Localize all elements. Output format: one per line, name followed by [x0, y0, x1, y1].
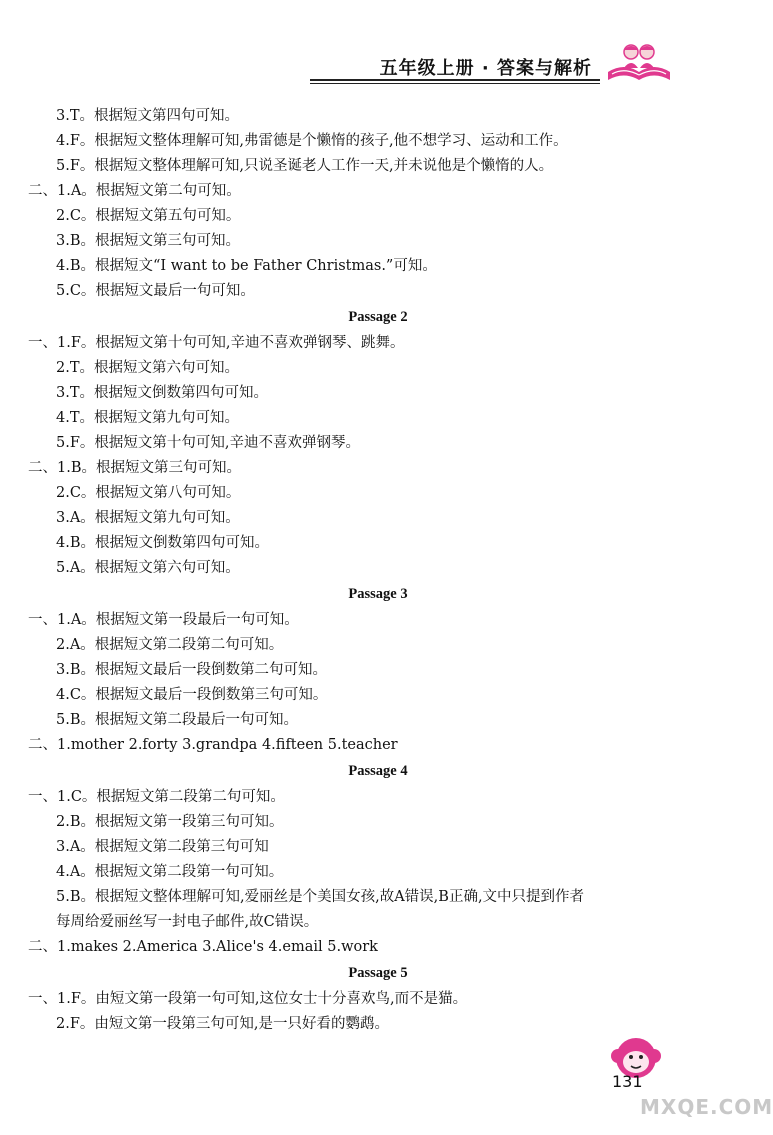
answer-line: 4.A。根据短文第二段第一句可知。 [56, 864, 284, 880]
answer-line: 5.F。根据短文第十句可知,辛迪不喜欢弹钢琴。 [56, 435, 361, 451]
answer-line: 3.T。根据短文第四句可知。 [56, 108, 240, 124]
answer-line: 3.A。根据短文第九句可知。 [56, 510, 240, 526]
answer-line: 3.T。根据短文倒数第四句可知。 [56, 385, 269, 401]
answer-line: 一、1.C。根据短文第二段第二句可知。 [28, 789, 285, 805]
passage-title: Passage 4 [348, 763, 408, 779]
passage-title: Passage 2 [348, 309, 408, 325]
answer-line: 5.C。根据短文最后一句可知。 [56, 283, 255, 299]
answer-line: 3.B。根据短文最后一段倒数第二句可知。 [56, 662, 327, 678]
answer-list [28, 104, 728, 1037]
answer-line: 一、1.F。由短文第一段第一句可知,这位女士十分喜欢鸟,而不是猫。 [28, 991, 468, 1007]
answer-line: 2.C。根据短文第八句可知。 [56, 485, 241, 501]
header-rule [310, 79, 600, 81]
answer-line: 2.F。由短文第一段第三句可知,是一只好看的鹦鹉。 [56, 1016, 390, 1032]
answer-line: 每周给爱丽丝写一封电子邮件,故C错误。 [56, 914, 319, 930]
answer-line: 二、1.makes 2.America 3.Alice's 4.email 5.work [28, 939, 378, 955]
answer-line: 一、1.F。根据短文第十句可知,辛迪不喜欢弹钢琴、跳舞。 [28, 335, 405, 351]
answer-line: 5.F。根据短文整体理解可知,只说圣诞老人工作一天,并未说他是个懒惰的人。 [56, 158, 554, 174]
answer-line: 2.T。根据短文第六句可知。 [56, 360, 240, 376]
watermark: MXQE.COM [640, 1095, 773, 1119]
passage-title: Passage 3 [348, 586, 408, 602]
answer-line: 二、1.A。根据短文第二句可知。 [28, 183, 241, 199]
answer-line: 2.A。根据短文第二段第二句可知。 [56, 637, 284, 653]
answer-line: 一、1.A。根据短文第一段最后一句可知。 [28, 612, 299, 628]
answer-line: 5.A。根据短文第六句可知。 [56, 560, 240, 576]
answer-line: 4.B。根据短文“I want to be Father Christmas.”可知。 [56, 258, 437, 274]
answer-line: 4.B。根据短文倒数第四句可知。 [56, 535, 269, 551]
answer-line: 4.T。根据短文第九句可知。 [56, 410, 240, 426]
header-rule-thin [310, 83, 600, 84]
page-header [310, 48, 600, 82]
answer-line: 3.B。根据短文第三句可知。 [56, 233, 240, 249]
answer-line: 3.A。根据短文第二段第三句可知 [56, 839, 269, 855]
answer-line: 二、1.B。根据短文第三句可知。 [28, 460, 241, 476]
book-logo-icon [604, 38, 674, 88]
page-number: 131 [612, 1072, 643, 1091]
answer-line: 5.B。根据短文整体理解可知,爱丽丝是个美国女孩,故A错误,B正确,文中只提到作者 [56, 889, 585, 905]
answer-line: 5.B。根据短文第二段最后一句可知。 [56, 712, 298, 728]
header-title: 五年级上册 · 答案与解析 [379, 58, 592, 79]
answer-line: 2.B。根据短文第一段第三句可知。 [56, 814, 284, 830]
passage-title: Passage 5 [348, 965, 408, 981]
answer-line: 2.C。根据短文第五句可知。 [56, 208, 241, 224]
answer-line: 二、1.mother 2.forty 3.grandpa 4.fifteen 5.teacher [28, 737, 398, 753]
answer-line: 4.F。根据短文整体理解可知,弗雷德是个懒惰的孩子,他不想学习、运动和工作。 [56, 133, 568, 149]
answer-line: 4.C。根据短文最后一段倒数第三句可知。 [56, 687, 328, 703]
